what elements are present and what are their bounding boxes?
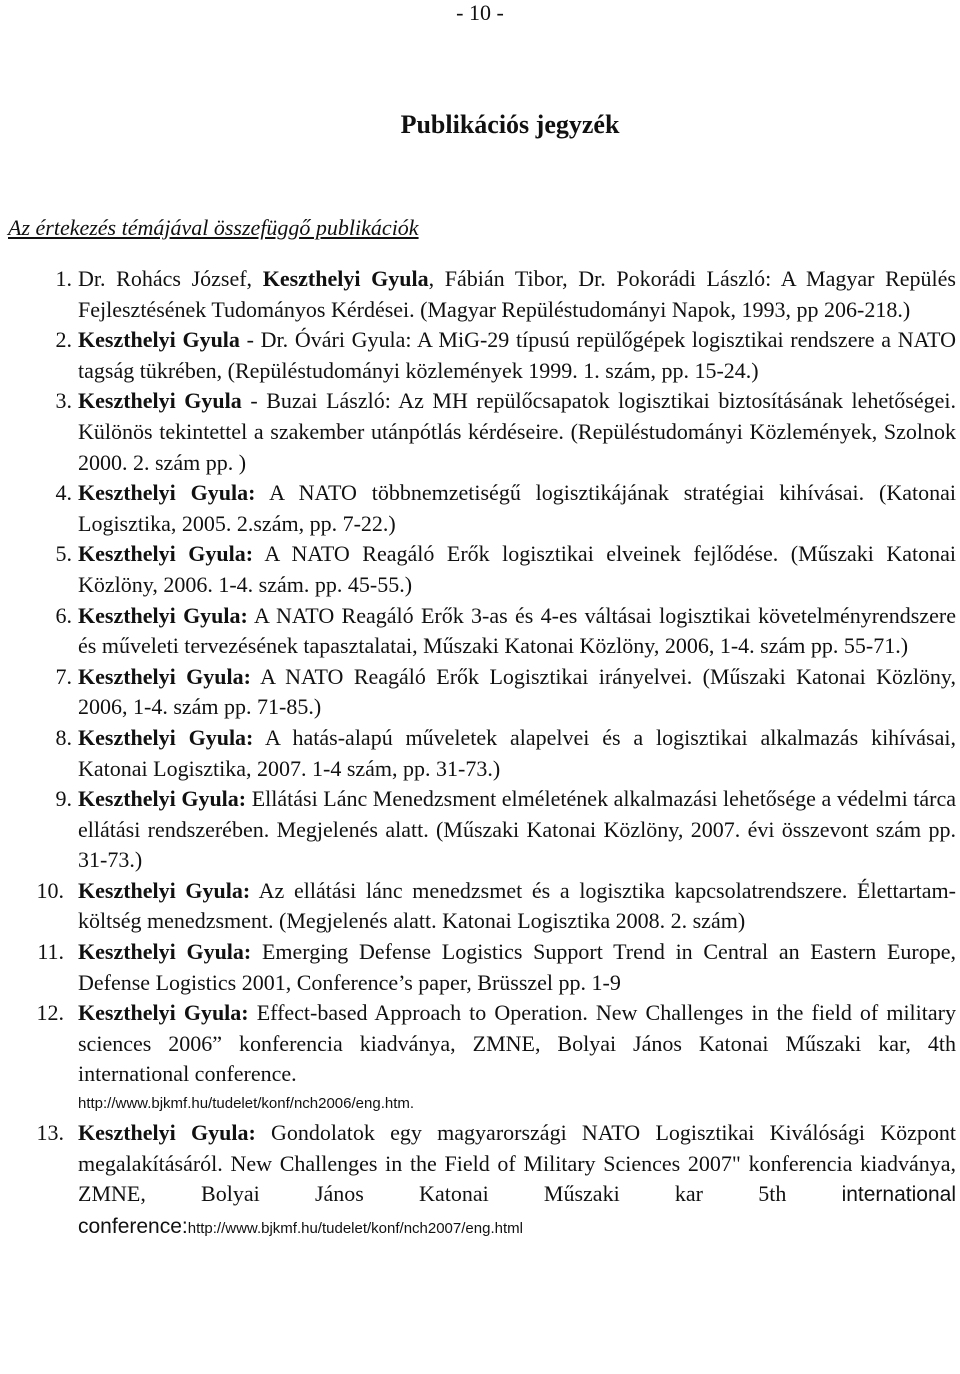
publication-item-10 <box>0 876 960 937</box>
publication-author: Keszthelyi Gyula: <box>78 939 252 965</box>
publication-text: A NATO Reagáló Erők Logisztikai irányelvei. (Műszaki Katonai Közlöny, 2006, 1-4. szám pp. 71-85.) <box>78 663 956 720</box>
publication-author: Keszthelyi Gyula <box>262 266 429 291</box>
publication-author: Keszthelyi Gyula <box>78 327 240 353</box>
publication-item-9 <box>0 784 960 876</box>
publication-number: 6. <box>55 602 72 628</box>
publication-number: 4. <box>55 480 72 506</box>
publication-item-6 <box>0 601 960 662</box>
publication-text: A NATO Reagáló Erők 3-as és 4-es váltásai logisztikai követelményrendszere és műveleti tervezésének tapasztalatai, Műszaki Katonai Közlöny, 2006, 1-4. szám pp. 55-71.) <box>78 602 956 659</box>
publication-text: A hatás-alapú műveletek alapelvei és a logisztikai alkalmazás kihívásai, Katonai Logisztika, 2007. 1-4 szám, pp. 31-73.) <box>78 724 956 781</box>
publication-author: Keszthelyi Gyula: <box>78 724 254 750</box>
publication-text: - Dr. Óvári Gyula: A MiG-29 típusú repülőgépek logisztikai rendszere a NATO tagság tükrében, (Repüléstudományi közlemények 1999. 1. szám, pp. 15-24.) <box>78 327 956 383</box>
publication-item-2 <box>0 325 960 386</box>
publication-text: - Buzai László: Az MH repülőcsapatok logisztikai biztosításának lehetőségei. Különös tekintettel a szakember utánpótlás kérdéseire. (Repüléstudományi Közlemények, Szolnok 2000. 2. szám pp. ) <box>78 388 956 475</box>
publication-text: Effect-based Approach to Operation. New Challenges in the field of military sciences 2006” konferencia kiadványa, ZMNE, Bolyai János Katonai Műszaki kar, 4th international conference. <box>78 1000 956 1087</box>
publication-number: 11. <box>37 939 64 965</box>
publication-number: 8. <box>55 724 72 750</box>
publication-author: Keszthelyi Gyula: <box>78 663 251 689</box>
publication-item-4 <box>0 478 960 539</box>
publication-text: A NATO többnemzetiségű logisztikájának stratégiai kihívásai. (Katonai Logisztika, 2005. 2.szám, pp. 7-22.) <box>78 480 956 536</box>
publication-item-13 <box>0 1118 960 1244</box>
publication-number: 1. <box>55 266 72 291</box>
publication-item-3 <box>0 386 960 478</box>
publication-text: Az ellátási lánc menedzsmet és a logisztika kapcsolatrendszere. Élettartam-költség menedzsment. (Megjelenés alatt. Katonai Logisztika 2008. 2. szám) <box>78 877 956 934</box>
publication-list <box>0 264 960 1244</box>
publication-number: 10. <box>36 877 64 903</box>
publication-text: A NATO Reagáló Erők logisztikai elveinek fejlődése. (Műszaki Katonai Közlöny, 2006. 1-4. szám. pp. 45-55.) <box>78 541 956 597</box>
publication-author: Keszthelyi Gyula: <box>78 877 251 903</box>
publication-item-11 <box>0 937 960 998</box>
publication-number: 3. <box>55 388 72 414</box>
publication-coauthor: Dr. Rohács József, <box>78 266 263 291</box>
publication-item-7 <box>0 662 960 723</box>
publication-number: 12. <box>36 1000 64 1026</box>
publication-number: 7. <box>55 663 72 689</box>
publication-number: 5. <box>55 541 72 567</box>
publication-author: Keszthelyi Gyula: <box>78 1000 249 1026</box>
publication-author: Keszthelyi Gyula: <box>78 786 247 812</box>
publication-item-1 <box>0 264 960 325</box>
publication-author: Keszthelyi Gyula: <box>78 541 254 567</box>
page-number: - 10 - <box>456 0 504 25</box>
publication-conference-label: international conference: <box>78 1183 956 1238</box>
document-title: Publikációs jegyzék <box>400 110 620 139</box>
publication-text: Emerging Defense Logistics Support Trend in Central an Eastern Europe, Defense Logistics 2001, Conference’s paper, Brüsszel pp. 1-9 <box>78 939 957 995</box>
publication-number: 13. <box>36 1120 64 1146</box>
publication-author: Keszthelyi Gyula: <box>78 1120 256 1146</box>
publication-author: Keszthelyi Gyula <box>78 388 242 414</box>
publication-url-link[interactable]: http://www.bjkmf.hu/tudelet/konf/nch2007/eng.html <box>187 1219 523 1237</box>
publication-item-12 <box>0 998 960 1118</box>
section-heading: Az értekezés témájával összefüggő publikációk <box>8 215 419 240</box>
publication-number: 2. <box>55 327 72 353</box>
publication-number: 9. <box>55 786 72 812</box>
publication-url-link[interactable]: http://www.bjkmf.hu/tudelet/konf/nch2006/eng.htm. <box>78 1095 415 1113</box>
publication-author: Keszthelyi Gyula: <box>78 480 256 506</box>
publication-text: Gondolatok egy magyarországi NATO Logisztikai Kiválósági Központ megalakításáról. New Challenges in the Field of Military Sciences 2007" konferencia kiadványa, ZMNE, Bolyai János Katonai Műszaki kar 5th <box>78 1120 956 1207</box>
publication-item-5 <box>0 539 960 600</box>
publication-text: Ellátási Lánc Menedzsment elméletének alkalmazási lehetősége a védelmi tárca ellátási rendszerében. Megjelenés alatt. (Műszaki Katonai Közlöny, 2007. évi összevont szám pp. 31-73.) <box>78 786 956 873</box>
publication-item-8 <box>0 723 960 784</box>
publication-text: , Fábián Tibor, Dr. Pokorádi László: A Magyar Repülés Fejlesztésének Tudományos Kérdései. (Magyar Repüléstudományi Napok, 1993, pp 206-218.) <box>78 266 956 322</box>
publication-author: Keszthelyi Gyula: <box>78 602 248 628</box>
